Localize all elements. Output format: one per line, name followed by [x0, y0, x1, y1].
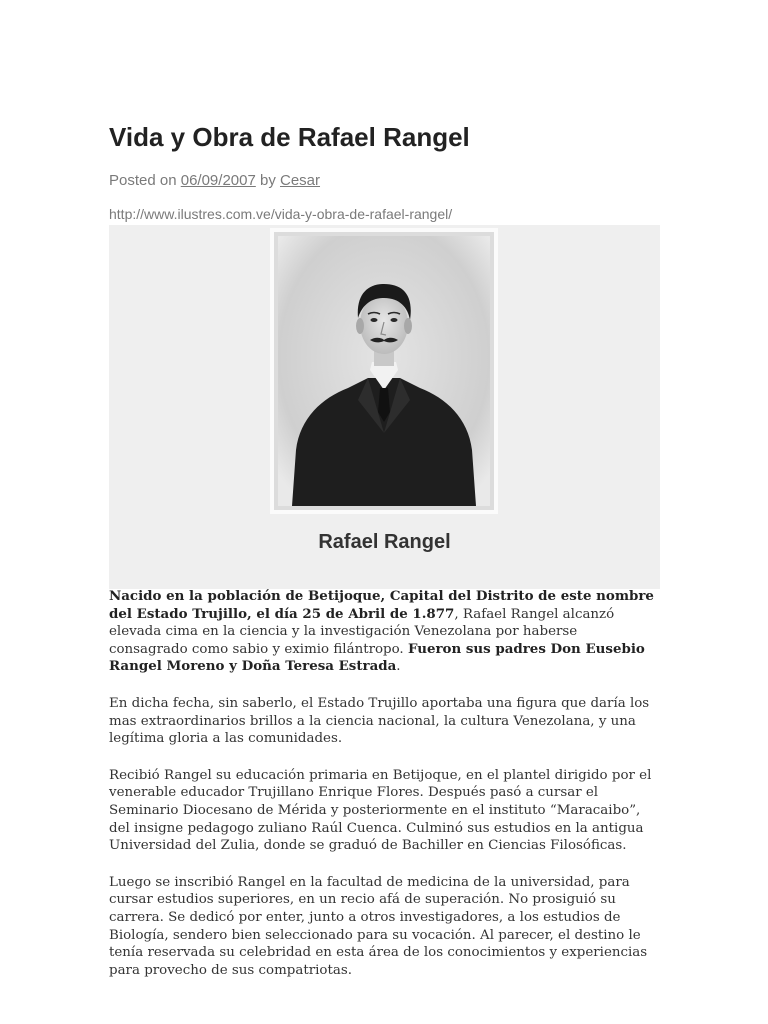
author-link[interactable]: Cesar — [280, 172, 321, 189]
portrait-image — [270, 228, 498, 514]
paragraph-3: Recibió Rangel su educación primaria en Betijoque, en el plantel dirigido por el venerable educador Trujillano Enrique Flores. Después pasó a cursar el Seminario Diocesano de Mérida y posteriormente en el instituto “Maracaibo”, del insigne pedagogo zuliano Raúl Cuenca. Culminó sus estudios en la antigua Universidad del Zulia, donde se graduó de Bachiller en Ciencias Filosóficas. — [109, 767, 652, 854]
paragraph-1 — [109, 588, 660, 676]
paragraph-1-text: , Rafael Rangel alcanzó elevada cima en la ciencia y la investigación Venezolana por haberse consagrado como sabio y eximio filántropo. — [109, 606, 615, 657]
paragraph-2: En dicha fecha, sin saberlo, el Estado Trujillo aportaba una figura que daría los mas extraordinarios brillos a la ciencia nacional, la cultura Venezolana, y una legítima gloria a las comunidades. — [109, 695, 650, 747]
figure-caption: Rafael Rangel — [318, 531, 451, 553]
post-meta — [109, 172, 320, 189]
posted-on-label: Posted on — [109, 172, 177, 189]
source-url: http://www.ilustres.com.ve/vida-y-obra-de-rafael-rangel/ — [109, 206, 453, 222]
by-label: by — [259, 172, 276, 189]
article-body — [109, 588, 660, 998]
portrait-illustration — [270, 228, 498, 514]
paragraph-1-bold-end: Fueron sus padres Don Eusebio Rangel Moreno y Doña Teresa Estrada — [109, 640, 645, 675]
post-date-link[interactable]: 06/09/2007 — [180, 172, 256, 189]
portrait-figure — [109, 225, 660, 589]
paragraph-4: Luego se inscribió Rangel en la facultad de medicina de la universidad, para cursar estudios superiores, en un recio afá de superación. No prosiguió su carrera. Se dedicó por enter, junto a otros investigadores, a los estudios de Biología, sendero bien seleccionado para su vocación. Al parecer, el destino le tenía reservada su celebridad en esta área de los conocimientos y experiencias para provecho de sus compatriotas. — [109, 874, 648, 978]
post-title: Vida y Obra de Rafael Rangel — [109, 122, 470, 152]
paragraph-1-bold-intro: Nacido en la población de Betijoque, Capital del Distrito de este nombre del Estado Trujillo, el día 25 de Abril de 1.877 — [109, 588, 654, 622]
paragraph-1-tail: . — [396, 659, 401, 675]
